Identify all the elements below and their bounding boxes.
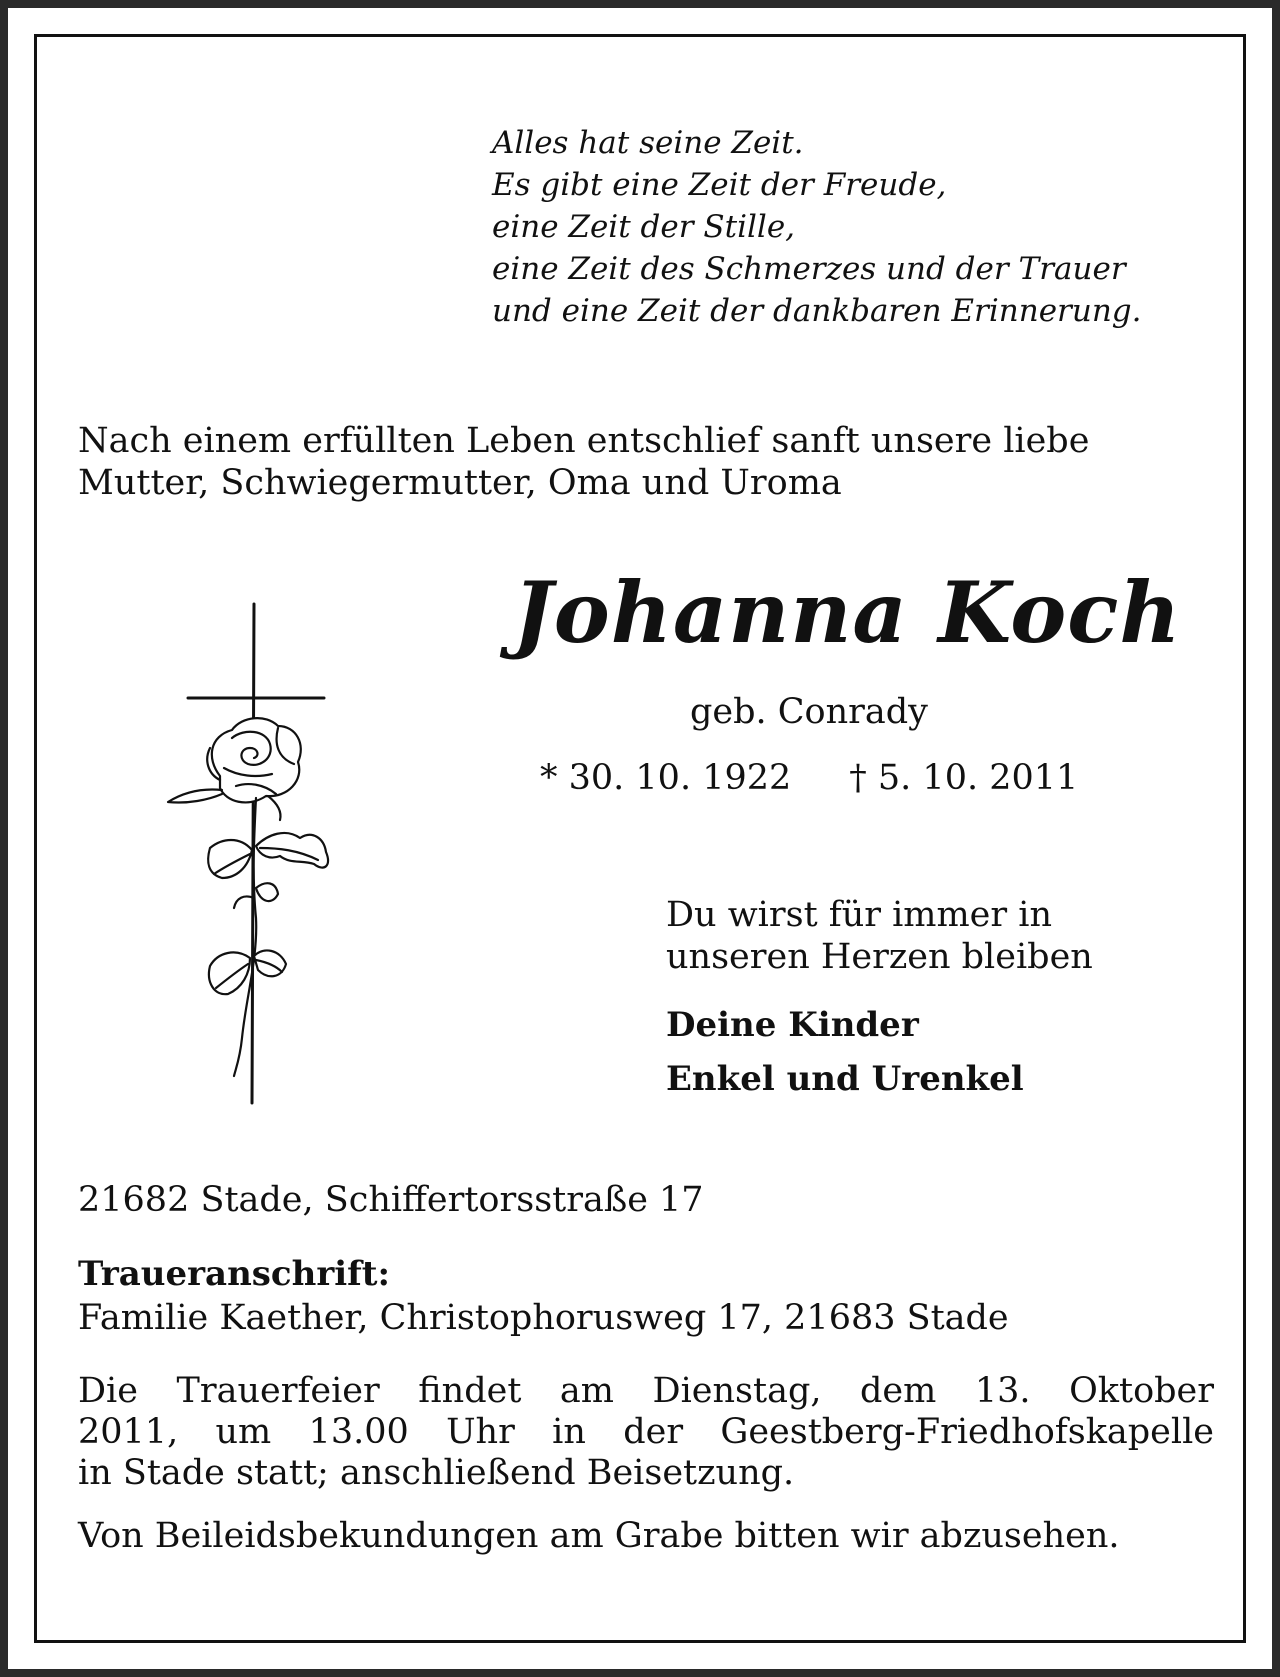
ceremony-line: Die Trauerfeier findet am Dienstag, dem 13. Oktober — [78, 1371, 1214, 1411]
verse-line: Es gibt eine Zeit der Freude, — [492, 167, 947, 203]
signatory: Deine Kinder — [666, 1005, 919, 1045]
death-date: † 5. 10. 2011 — [849, 758, 1079, 798]
birth-date: * 30. 10. 1922 — [540, 758, 792, 798]
intro-line: Mutter, Schwiegermutter, Oma und Uroma — [78, 463, 842, 503]
cross-with-rose-icon — [148, 598, 348, 1108]
ceremony-text — [78, 1371, 1214, 1494]
ceremony-line: 2011, um 13.00 Uhr in der Geestberg-Friedhofskapelle — [78, 1412, 1214, 1452]
birth-name: geb. Conrady — [690, 692, 928, 732]
closing-text — [666, 894, 1093, 978]
mourning-address: Familie Kaether, Christophorusweg 17, 21683 Stade — [78, 1298, 1009, 1338]
verse-line: eine Zeit der Stille, — [492, 209, 796, 245]
ceremony-line: in Stade statt; anschließend Beisetzung. — [78, 1453, 795, 1493]
signatories — [666, 998, 1024, 1106]
mourning-address-label: Traueranschrift: — [78, 1254, 391, 1294]
closing-line: unseren Herzen bleiben — [666, 937, 1093, 977]
obituary-notice — [8, 8, 1272, 1669]
life-dates — [540, 758, 1078, 798]
condolence-note: Von Beileidsbekundungen am Grabe bitten wir abzusehen. — [78, 1516, 1120, 1556]
verse-line: Alles hat seine Zeit. — [492, 125, 804, 161]
intro-text — [78, 420, 1089, 504]
intro-line: Nach einem erfüllten Leben entschlief sanft unsere liebe — [78, 421, 1090, 461]
signatory: Enkel und Urenkel — [666, 1059, 1024, 1099]
verse-line: und eine Zeit der dankbaren Erinnerung. — [492, 293, 1142, 329]
verse-line: eine Zeit des Schmerzes und der Trauer — [492, 251, 1126, 287]
home-address: 21682 Stade, Schiffertorsstraße 17 — [78, 1180, 704, 1220]
verse-block — [492, 122, 1142, 332]
closing-line: Du wirst für immer in — [666, 895, 1052, 935]
deceased-name: Johanna Koch — [513, 563, 1182, 662]
